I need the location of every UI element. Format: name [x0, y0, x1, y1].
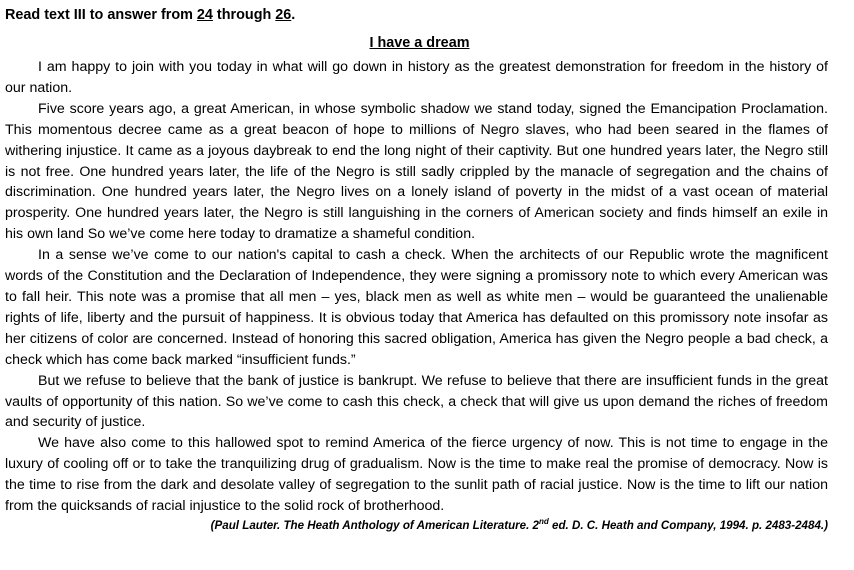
- citation-before: (Paul Lauter. The Heath Anthology of American Literature. 2: [210, 518, 539, 532]
- citation-superscript: nd: [539, 517, 549, 527]
- source-citation: [5, 517, 828, 535]
- instruction-prefix: Read text III to answer from: [5, 7, 197, 23]
- instruction-middle: through: [212, 7, 276, 23]
- paragraph-1: I am happy to join with you today in what will go down in history as the greatest demonstration for freedom in the history of our nation.: [5, 59, 828, 96]
- text-title: I have a dream: [369, 35, 470, 51]
- paragraph-2: Five score years ago, a great American, in whose symbolic shadow we stand today, signed the Emancipation Proclamation. This momentous decree came as a great beacon of hope to millions of Negro slaves, who had been seared in the flames of withering injustice. It came as a joyous daybreak to end the long night of their captivity. But one hundred years later, the Negro still is not free. One hundred years later, the life of the Negro is still sadly crippled by the manacle of segregation and the chains of discrimination. One hundred years later, the Negro lives on a lonely island of poverty in the midst of a vast ocean of material prosperity. One hundred years later, the Negro is still languishing in the corners of American society and finds himself an exile in his own land So we’ve come here today to dramatize a shameful condition.: [5, 100, 828, 243]
- instruction-line: [5, 6, 828, 24]
- paragraph-5: We have also come to this hallowed spot to remind America of the fierce urgency of now. This is not time to engage in the luxury of cooling off or to take the tranquilizing drug of gradualism. Now is the time to make real the promise of democracy. Now is the time to rise from the dark and desolate valley of segregation to the sunlit path of racial justice. Now is the time to lift our nation from the quicksands of racial injustice to the solid rock of brotherhood.: [5, 435, 828, 515]
- paragraph-4: But we refuse to believe that the bank of justice is bankrupt. We refuse to believe that there are insufficient funds in the great vaults of opportunity of this nation. So we’ve come to cash this check, a check that will give us upon demand the riches of freedom and security of justice.: [5, 372, 828, 431]
- instruction-start-number: 24: [196, 7, 213, 23]
- instruction-end-number: 26: [275, 7, 292, 23]
- citation-after: ed. D. C. Heath and Company, 1994. p. 2483-2484.): [548, 518, 828, 532]
- instruction-suffix: .: [291, 7, 296, 23]
- paragraph-3: In a sense we’ve come to our nation's capital to cash a check. When the architects of our Republic wrote the magnificent words of the Constitution and the Declaration of Independence, they were signing a promissory note to which every American was to fall heir. This note was a promise that all men – yes, black men as well as white men – would be guaranteed the unalienable rights of life, liberty and the pursuit of happiness. It is obvious today that America has defaulted on this promissory note insofar as her citizens of color are concerned. Instead of honoring this sacred obligation, America has given the Negro people a bad check, a check which has come back marked “insufficient funds.”: [5, 247, 828, 368]
